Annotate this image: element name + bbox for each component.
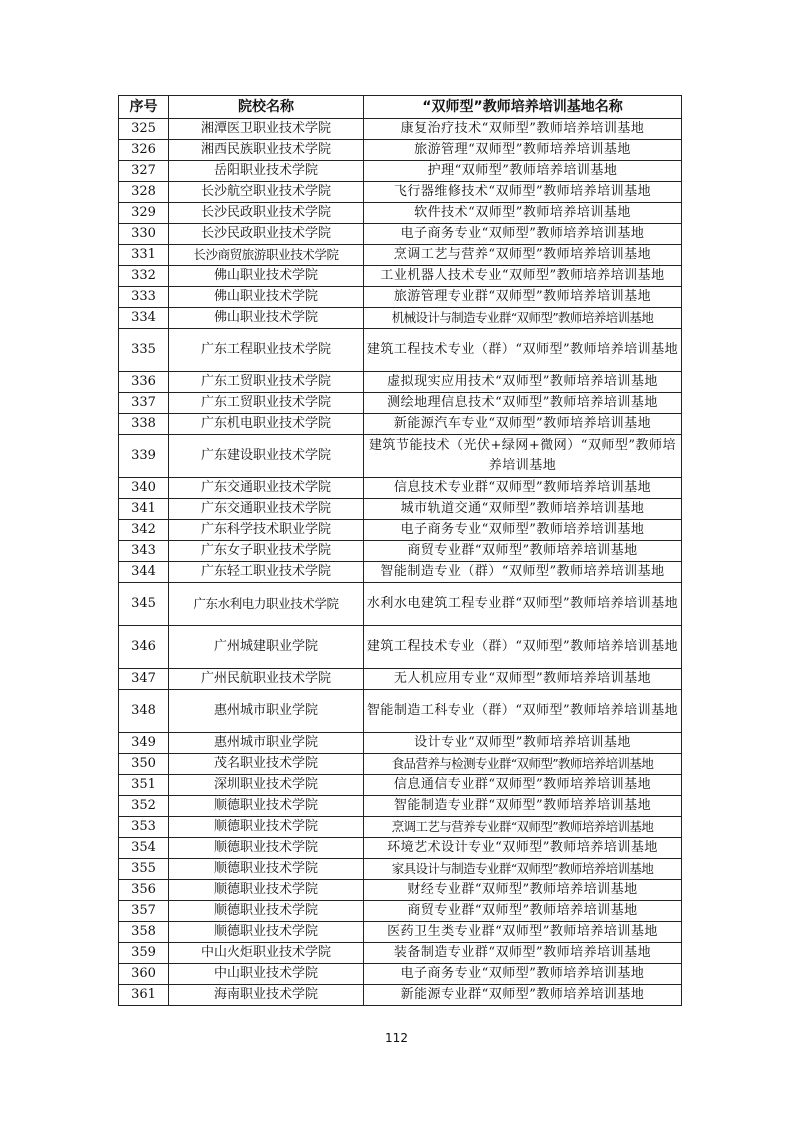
row-serial-number: 357 [119, 901, 169, 922]
row-school-name: 广东女子职业技术学院 [169, 541, 364, 562]
table-row [119, 964, 682, 985]
header-school-name: 院校名称 [169, 96, 364, 119]
table-row [119, 754, 682, 775]
table-row [119, 880, 682, 901]
row-serial-number: 334 [119, 308, 169, 329]
table-row [119, 478, 682, 499]
row-school-name: 广东工贸职业技术学院 [169, 393, 364, 414]
table-header-row [119, 96, 682, 119]
table-row [119, 520, 682, 541]
row-serial-number: 332 [119, 266, 169, 287]
row-serial-number: 352 [119, 796, 169, 817]
row-school-name: 顺德职业技术学院 [169, 859, 364, 880]
row-base-name: 商贸专业群“双师型”教师培养培训基地 [364, 541, 682, 562]
row-school-name: 广东水利电力职业技术学院 [169, 583, 364, 626]
row-serial-number: 331 [119, 245, 169, 266]
row-school-name: 佛山职业技术学院 [169, 287, 364, 308]
row-school-name: 广州民航职业技术学院 [169, 669, 364, 690]
row-serial-number: 333 [119, 287, 169, 308]
row-school-name: 海南职业技术学院 [169, 985, 364, 1006]
page-number: 112 [385, 1031, 408, 1045]
row-school-name: 广东机电职业技术学院 [169, 414, 364, 435]
table-row [119, 372, 682, 393]
table-body [119, 119, 682, 1006]
table-row [119, 562, 682, 583]
row-base-name: 环境艺术设计专业“双师型”教师培养培训基地 [364, 838, 682, 859]
row-school-name: 长沙商贸旅游职业技术学院 [169, 245, 364, 266]
header-serial-number: 序号 [119, 96, 169, 119]
row-school-name: 广东建设职业技术学院 [169, 435, 364, 478]
row-serial-number: 344 [119, 562, 169, 583]
row-serial-number: 360 [119, 964, 169, 985]
row-serial-number: 358 [119, 922, 169, 943]
row-school-name: 顺德职业技术学院 [169, 922, 364, 943]
row-base-name: 机械设计与制造专业群“双师型”教师培养培训基地 [364, 308, 682, 329]
row-school-name: 顺德职业技术学院 [169, 880, 364, 901]
row-school-name: 广东工程职业技术学院 [169, 329, 364, 372]
row-serial-number: 342 [119, 520, 169, 541]
row-base-name: 工业机器人技术专业“双师型”教师培养培训基地 [364, 266, 682, 287]
table-row [119, 245, 682, 266]
row-serial-number: 347 [119, 669, 169, 690]
row-serial-number: 329 [119, 203, 169, 224]
row-base-name: 测绘地理信息技术“双师型”教师培养培训基地 [364, 393, 682, 414]
row-serial-number: 359 [119, 943, 169, 964]
row-base-name: 建筑工程技术专业（群）“双师型”教师培养培训基地 [364, 329, 682, 372]
row-base-name: 财经专业群“双师型”教师培养培训基地 [364, 880, 682, 901]
row-serial-number: 328 [119, 182, 169, 203]
row-serial-number: 348 [119, 690, 169, 733]
row-serial-number: 353 [119, 817, 169, 838]
row-school-name: 湘西民族职业技术学院 [169, 140, 364, 161]
row-serial-number: 351 [119, 775, 169, 796]
row-school-name: 长沙民政职业技术学院 [169, 224, 364, 245]
row-base-name: 装备制造专业群“双师型”教师培养培训基地 [364, 943, 682, 964]
row-base-name: 医药卫生类专业群“双师型”教师培养培训基地 [364, 922, 682, 943]
table-row [119, 796, 682, 817]
institution-table [118, 95, 682, 1006]
row-school-name: 广东交通职业技术学院 [169, 478, 364, 499]
table-row [119, 308, 682, 329]
row-school-name: 顺德职业技术学院 [169, 901, 364, 922]
row-base-name: 食品营养与检测专业群“双师型”教师培养培训基地 [364, 754, 682, 775]
row-serial-number: 335 [119, 329, 169, 372]
table-row [119, 287, 682, 308]
table-row [119, 901, 682, 922]
table-row [119, 859, 682, 880]
row-school-name: 顺德职业技术学院 [169, 838, 364, 859]
row-base-name: 水利水电建筑工程专业群“双师型”教师培养培训基地 [364, 583, 682, 626]
row-base-name: 新能源专业群“双师型”教师培养培训基地 [364, 985, 682, 1006]
row-base-name: 智能制造专业群“双师型”教师培养培训基地 [364, 796, 682, 817]
row-school-name: 顺德职业技术学院 [169, 817, 364, 838]
row-school-name: 惠州城市职业学院 [169, 733, 364, 754]
table-row [119, 733, 682, 754]
table-row [119, 922, 682, 943]
row-school-name: 岳阳职业技术学院 [169, 161, 364, 182]
row-school-name: 广东轻工职业技术学院 [169, 562, 364, 583]
row-base-name: 飞行器维修技术“双师型”教师培养培训基地 [364, 182, 682, 203]
row-school-name: 湘潭医卫职业技术学院 [169, 119, 364, 140]
row-base-name: 家具设计与制造专业群“双师型”教师培养培训基地 [364, 859, 682, 880]
row-serial-number: 350 [119, 754, 169, 775]
table-row [119, 266, 682, 287]
table-row [119, 414, 682, 435]
row-serial-number: 327 [119, 161, 169, 182]
row-base-name: 电子商务专业“双师型”教师培养培训基地 [364, 520, 682, 541]
row-serial-number: 346 [119, 626, 169, 669]
row-school-name: 深圳职业技术学院 [169, 775, 364, 796]
row-base-name: 无人机应用专业“双师型”教师培养培训基地 [364, 669, 682, 690]
row-serial-number: 338 [119, 414, 169, 435]
row-base-name: 建筑工程技术专业（群）“双师型”教师培养培训基地 [364, 626, 682, 669]
row-base-name: 信息通信专业群“双师型”教师培养培训基地 [364, 775, 682, 796]
row-school-name: 广东科学技术职业学院 [169, 520, 364, 541]
table-row [119, 669, 682, 690]
row-school-name: 佛山职业技术学院 [169, 308, 364, 329]
row-serial-number: 354 [119, 838, 169, 859]
table-row [119, 499, 682, 520]
row-school-name: 广东工贸职业技术学院 [169, 372, 364, 393]
row-base-name: 旅游管理“双师型”教师培养培训基地 [364, 140, 682, 161]
row-base-name: 康复治疗技术“双师型”教师培养培训基地 [364, 119, 682, 140]
row-base-name: 旅游管理专业群“双师型”教师培养培训基地 [364, 287, 682, 308]
row-base-name: 商贸专业群“双师型”教师培养培训基地 [364, 901, 682, 922]
table-row [119, 817, 682, 838]
row-serial-number: 355 [119, 859, 169, 880]
row-base-name: 电子商务专业“双师型”教师培养培训基地 [364, 224, 682, 245]
header-base-name: “双师型”教师培养培训基地名称 [364, 96, 682, 119]
table-row [119, 541, 682, 562]
row-base-name: 护理“双师型”教师培养培训基地 [364, 161, 682, 182]
table-row [119, 203, 682, 224]
table-row [119, 329, 682, 372]
row-serial-number: 349 [119, 733, 169, 754]
row-school-name: 广州城建职业学院 [169, 626, 364, 669]
row-base-name: 虚拟现实应用技术“双师型”教师培养培训基地 [364, 372, 682, 393]
row-school-name: 惠州城市职业学院 [169, 690, 364, 733]
table-row [119, 985, 682, 1006]
row-school-name: 茂名职业技术学院 [169, 754, 364, 775]
table-row [119, 838, 682, 859]
row-school-name: 长沙民政职业技术学院 [169, 203, 364, 224]
row-base-name: 烹调工艺与营养专业群“双师型”教师培养培训基地 [364, 817, 682, 838]
row-school-name: 佛山职业技术学院 [169, 266, 364, 287]
row-serial-number: 337 [119, 393, 169, 414]
row-school-name: 长沙航空职业技术学院 [169, 182, 364, 203]
row-serial-number: 361 [119, 985, 169, 1006]
row-serial-number: 341 [119, 499, 169, 520]
table-row [119, 690, 682, 733]
row-serial-number: 345 [119, 583, 169, 626]
table-row [119, 393, 682, 414]
table-row [119, 943, 682, 964]
table-row [119, 182, 682, 203]
table-row [119, 775, 682, 796]
table-row [119, 161, 682, 182]
row-school-name: 中山职业技术学院 [169, 964, 364, 985]
row-school-name: 顺德职业技术学院 [169, 796, 364, 817]
row-school-name: 中山火炬职业技术学院 [169, 943, 364, 964]
row-serial-number: 336 [119, 372, 169, 393]
row-base-name: 设计专业“双师型”教师培养培训基地 [364, 733, 682, 754]
row-base-name: 智能制造专业（群）“双师型”教师培养培训基地 [364, 562, 682, 583]
row-serial-number: 343 [119, 541, 169, 562]
table-row [119, 119, 682, 140]
row-school-name: 广东交通职业技术学院 [169, 499, 364, 520]
row-base-name: 电子商务专业“双师型”教师培养培训基地 [364, 964, 682, 985]
row-base-name: 新能源汽车专业“双师型”教师培养培训基地 [364, 414, 682, 435]
row-base-name: 烹调工艺与营养“双师型”教师培养培训基地 [364, 245, 682, 266]
row-serial-number: 330 [119, 224, 169, 245]
table-row [119, 626, 682, 669]
table-row [119, 224, 682, 245]
row-serial-number: 340 [119, 478, 169, 499]
row-serial-number: 326 [119, 140, 169, 161]
row-serial-number: 339 [119, 435, 169, 478]
row-base-name: 建筑节能技术（光伏+绿网+微网）“双师型”教师培养培训基地 [364, 435, 682, 478]
row-base-name: 智能制造工科专业（群）“双师型”教师培养培训基地 [364, 690, 682, 733]
table-row [119, 435, 682, 478]
row-base-name: 信息技术专业群“双师型”教师培养培训基地 [364, 478, 682, 499]
row-serial-number: 356 [119, 880, 169, 901]
row-base-name: 软件技术“双师型”教师培养培训基地 [364, 203, 682, 224]
table-row [119, 140, 682, 161]
row-serial-number: 325 [119, 119, 169, 140]
row-base-name: 城市轨道交通“双师型”教师培养培训基地 [364, 499, 682, 520]
table-row [119, 583, 682, 626]
